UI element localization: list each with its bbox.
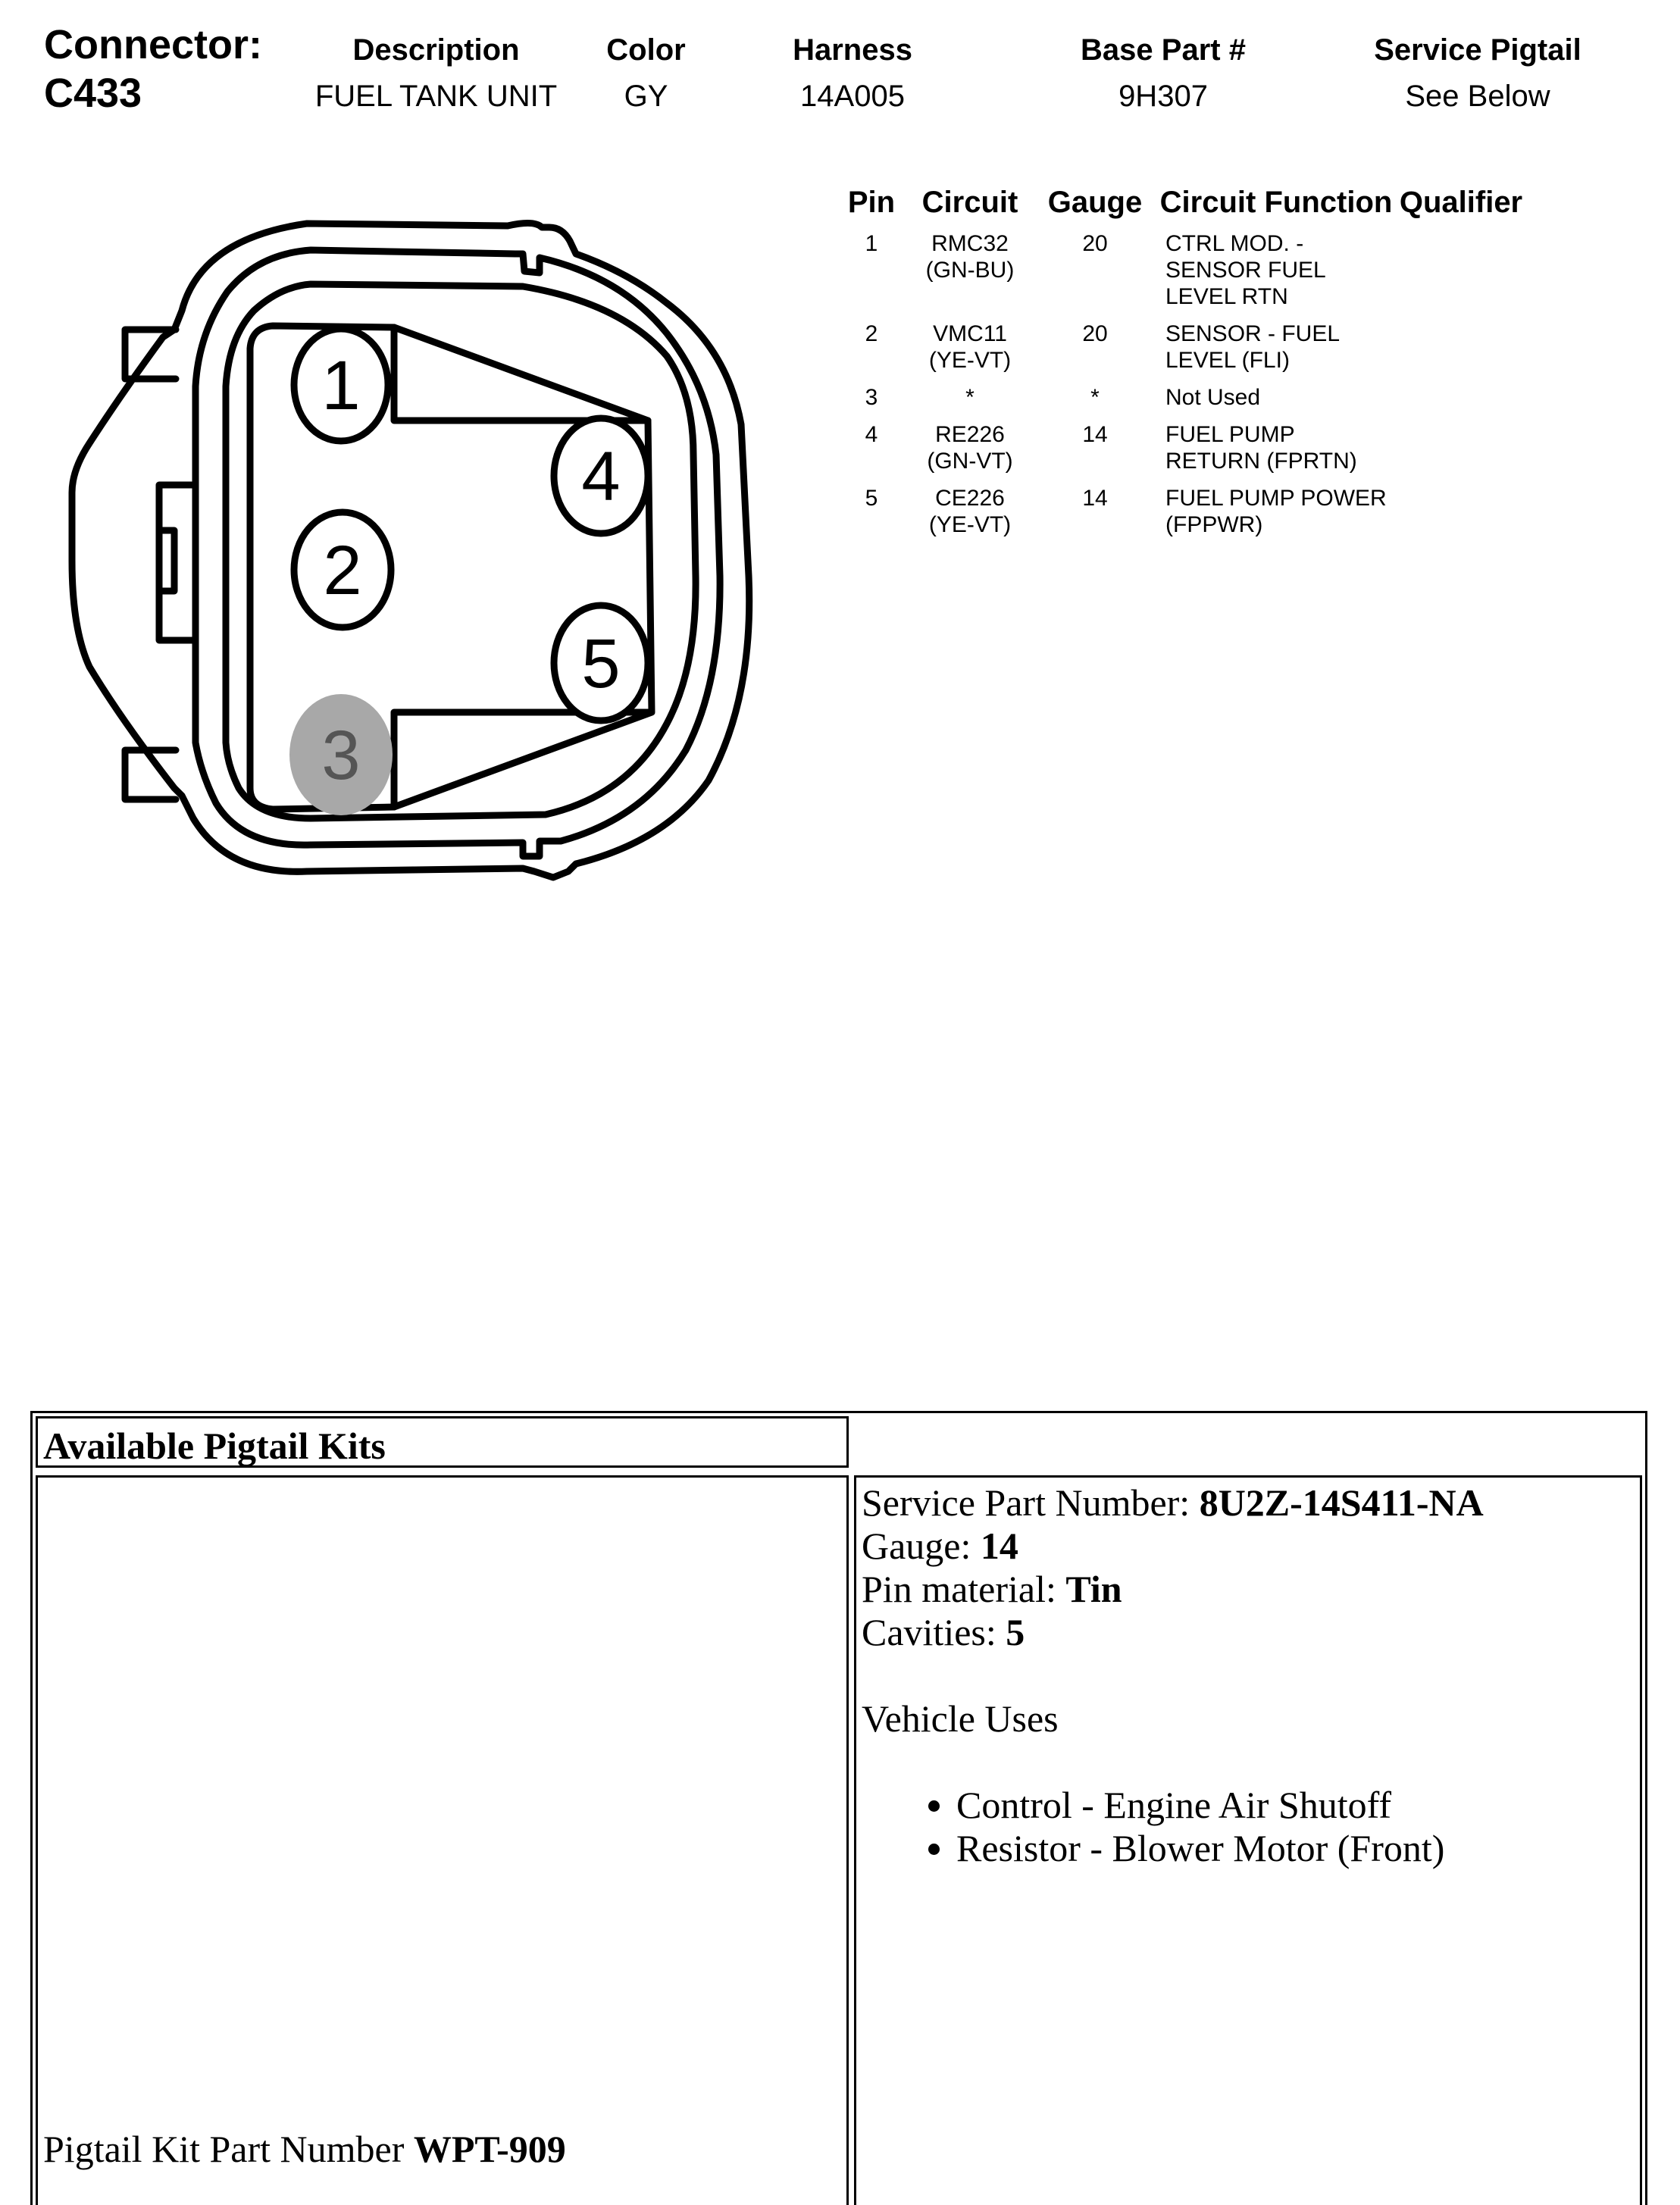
qualifier-cell — [1393, 485, 1529, 549]
list-item: • Control - Engine Air Shutoff — [956, 1784, 1635, 1827]
circuit-cell: CE226 (YE-VT) — [928, 486, 1012, 537]
pin-cell: 5 — [865, 486, 878, 511]
pin-1-label: 1 — [321, 347, 361, 424]
pin-1 — [294, 329, 388, 441]
pin-cell: 3 — [865, 385, 878, 410]
pigtail-title: Available Pigtail Kits — [43, 1425, 386, 1467]
summary-header-base-part: Base Part # — [1081, 33, 1246, 67]
pin-3 — [289, 694, 393, 815]
circuit-cell: RE226 (GN-VT) — [927, 422, 1013, 474]
pin-3-label: 3 — [321, 717, 361, 794]
summary-header-harness: Harness — [793, 33, 912, 67]
circuit-cell: VMC11 (YE-VT) — [928, 321, 1012, 373]
gauge-cell: * — [1090, 385, 1100, 410]
table-row — [834, 321, 1529, 384]
connector-label: Connector: — [44, 22, 262, 67]
pin-cell: 4 — [865, 422, 878, 447]
connector-latch-outline — [159, 485, 196, 640]
summary-value-base-part: 9H307 — [1118, 80, 1208, 113]
pin-5-label: 5 — [581, 625, 621, 702]
summary-value-color: GY — [624, 80, 668, 113]
table-row — [834, 421, 1529, 485]
pin-cell: 1 — [865, 231, 878, 256]
connector-id: C433 — [44, 70, 142, 116]
pin-2 — [294, 512, 391, 627]
pin-material-line — [862, 1568, 1635, 1611]
qualifier-cell — [1393, 384, 1529, 421]
list-item: • Resistor - Blower Motor (Front) — [956, 1827, 1635, 1870]
gauge-value: 14 — [980, 1525, 1018, 1567]
pin-2-label: 2 — [323, 532, 362, 609]
summary-header-service-pigtail: Service Pigtail — [1374, 33, 1581, 67]
pin-5 — [554, 605, 648, 721]
qualifier-cell — [1393, 321, 1529, 384]
kit-part-label: Pigtail Kit Part Number — [43, 2128, 414, 2170]
gauge-cell: 14 — [1082, 422, 1108, 447]
pigtail-kit-part-number — [43, 2128, 566, 2171]
pigtail-kit-cell — [36, 1475, 849, 2205]
function-cell: SENSOR - FUEL LEVEL (FLI) — [1165, 321, 1339, 373]
gauge-cell: 20 — [1082, 231, 1108, 256]
service-part-label: Service Part Number: — [862, 1481, 1200, 1524]
function-cell: Not Used — [1165, 385, 1261, 410]
pin-material-value: Tin — [1065, 1568, 1122, 1610]
gauge-cell: 20 — [1082, 321, 1108, 346]
cavities-value: 5 — [1006, 1611, 1025, 1653]
pin-table-header-function: Circuit Function — [1159, 186, 1393, 219]
summary-value-harness: 14A005 — [800, 80, 905, 113]
pin-table-header-pin: Pin — [847, 186, 896, 219]
cavities-line — [862, 1611, 1635, 1654]
connector-face-diagram — [0, 0, 803, 932]
vehicle-uses-list — [862, 1784, 1635, 1870]
circuit-cell: RMC32 (GN-BU) — [925, 231, 1015, 283]
gauge-label: Gauge: — [862, 1525, 981, 1567]
function-cell: FUEL PUMP POWER (FPPWR) — [1165, 486, 1387, 537]
pin-4-label: 4 — [581, 438, 621, 515]
table-row — [834, 230, 1529, 321]
gauge-line — [862, 1525, 1635, 1568]
summary-header-description-text: Description — [352, 33, 520, 67]
circuit-cell: * — [965, 385, 975, 410]
gauge-cell: 14 — [1082, 486, 1108, 511]
pin-4 — [554, 418, 648, 533]
service-part-value: 8U2Z-14S411-NA — [1199, 1481, 1484, 1524]
pin-table — [834, 186, 1529, 549]
summary-value-service-pigtail: See Below — [1405, 80, 1550, 113]
function-cell: FUEL PUMP RETURN (FPRTN) — [1165, 422, 1357, 474]
table-row — [834, 384, 1529, 421]
function-cell: CTRL MOD. - SENSOR FUEL LEVEL RTN — [1165, 231, 1325, 309]
pin-material-label: Pin material: — [862, 1568, 1066, 1610]
pin-cell: 2 — [865, 321, 878, 346]
table-row — [834, 485, 1529, 549]
vehicle-uses-heading: Vehicle Uses — [862, 1697, 1059, 1740]
summary-value-description: FUEL TANK UNIT — [314, 80, 558, 113]
qualifier-cell — [1393, 421, 1529, 485]
pin-table-header-gauge: Gauge — [1047, 186, 1143, 219]
pigtail-details — [862, 1481, 1635, 1870]
kit-part-value: WPT-909 — [413, 2128, 566, 2170]
summary-header-color: Color — [606, 33, 686, 67]
service-part-line — [862, 1481, 1635, 1525]
pin-table-header-circuit: Circuit — [921, 186, 1018, 219]
cavities-label: Cavities: — [862, 1611, 1006, 1653]
qualifier-cell — [1393, 230, 1529, 321]
pin-table-header-row — [834, 186, 1529, 230]
pin-table-header-qualifier: Qualifier — [1399, 186, 1523, 219]
